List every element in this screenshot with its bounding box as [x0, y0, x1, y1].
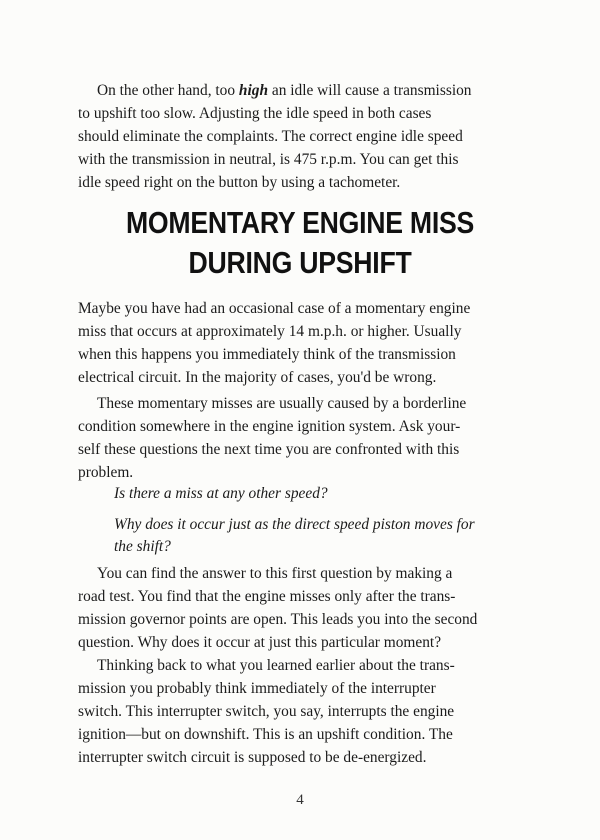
- text-line: question. Why does it occur at just this particular moment?: [78, 634, 442, 651]
- paragraph-interrupter-switch: [78, 654, 524, 769]
- paragraph-borderline-condition: [78, 392, 524, 484]
- text-line: interrupter switch circuit is supposed to be de-energized.: [78, 749, 427, 766]
- text-line: These momentary misses are usually caused by a borderline: [97, 395, 467, 412]
- text-line: You can find the answer to this first question by making a: [97, 565, 453, 582]
- page-number: 4: [296, 792, 304, 808]
- text-line: to upshift too slow. Adjusting the idle speed in both cases: [78, 105, 432, 122]
- text-line: with the transmission in neutral, is 475 r.p.m. You can get this: [78, 151, 459, 168]
- text-line: road test. You find that the engine misses only after the trans-: [78, 588, 456, 605]
- emphasis-word: high: [238, 82, 269, 99]
- text-line: On the other hand, too high an idle will cause a transmission: [97, 82, 472, 99]
- heading-line: DURING UPSHIFT: [188, 245, 412, 280]
- text-line: should eliminate the complaints. The correct engine idle speed: [78, 128, 463, 145]
- text-line: electrical circuit. In the majority of cases, you'd be wrong.: [78, 369, 437, 386]
- question-2: [114, 514, 534, 558]
- heading-line: MOMENTARY ENGINE MISS: [125, 205, 475, 240]
- text-line: mission governor points are open. This leads you into the second: [78, 611, 478, 628]
- text-line: problem.: [78, 464, 134, 481]
- text-line: switch. This interrupter switch, you say, interrupts the engine: [78, 703, 455, 720]
- question-text: Why does it occur just as the direct speed piston moves for: [114, 516, 475, 533]
- paragraph-momentary-miss: [78, 297, 524, 389]
- question-text: Is there a miss at any other speed?: [114, 485, 328, 502]
- section-heading: [102, 203, 498, 283]
- paragraph-road-test: [78, 562, 524, 654]
- paragraph-idle-speed: [78, 79, 524, 194]
- text-line: when this happens you immediately think of the transmission: [78, 346, 456, 363]
- text-line: mission you probably think immediately of the interrupter: [78, 680, 436, 697]
- text-line: self these questions the next time you are confronted with this: [78, 441, 460, 458]
- text-line: ignition—but on downshift. This is an upshift condition. The: [78, 726, 453, 743]
- text-line: Maybe you have had an occasional case of a momentary engine: [78, 300, 471, 317]
- text-line: idle speed right on the button by using a tachometer.: [78, 174, 401, 191]
- text-line: Thinking back to what you learned earlier about the trans-: [97, 657, 455, 674]
- text-line: condition somewhere in the engine ignition system. Ask your-: [78, 418, 461, 435]
- question-text: the shift?: [114, 538, 171, 555]
- question-1: [114, 483, 534, 505]
- text-line: miss that occurs at approximately 14 m.p.h. or higher. Usually: [78, 323, 462, 340]
